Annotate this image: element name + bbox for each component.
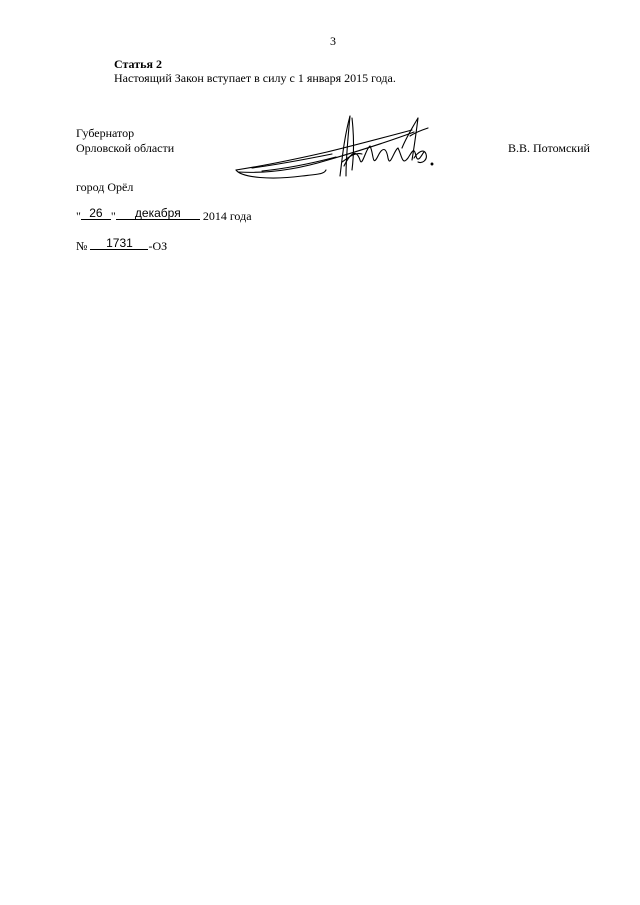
date-quote-close: " — [110, 209, 116, 223]
date-line — [76, 207, 252, 223]
date-day: 26 — [89, 206, 103, 220]
signatory-region: Орловской области — [76, 141, 175, 155]
date-month: декабря — [134, 206, 181, 220]
signatory-title: Губернатор — [76, 126, 135, 140]
date-quote-open: " — [76, 209, 81, 223]
number-value: 1731 — [106, 236, 133, 250]
page-number: 3 — [330, 34, 336, 48]
signatory-name: В.В. Потомский — [508, 141, 590, 155]
number-suffix: -ОЗ — [148, 239, 168, 253]
date-day-field — [81, 207, 111, 220]
signature-icon — [232, 108, 442, 183]
article-text: Настоящий Закон вступает в силу с 1 января 2015 года. — [114, 71, 396, 85]
date-year: 2014 года — [202, 209, 252, 223]
article-title: Статья 2 — [114, 57, 162, 71]
number-field — [90, 237, 148, 250]
city: город Орёл — [76, 180, 134, 194]
date-month-field — [116, 207, 200, 220]
law-number-line — [76, 237, 167, 253]
number-prefix: № — [76, 239, 88, 253]
